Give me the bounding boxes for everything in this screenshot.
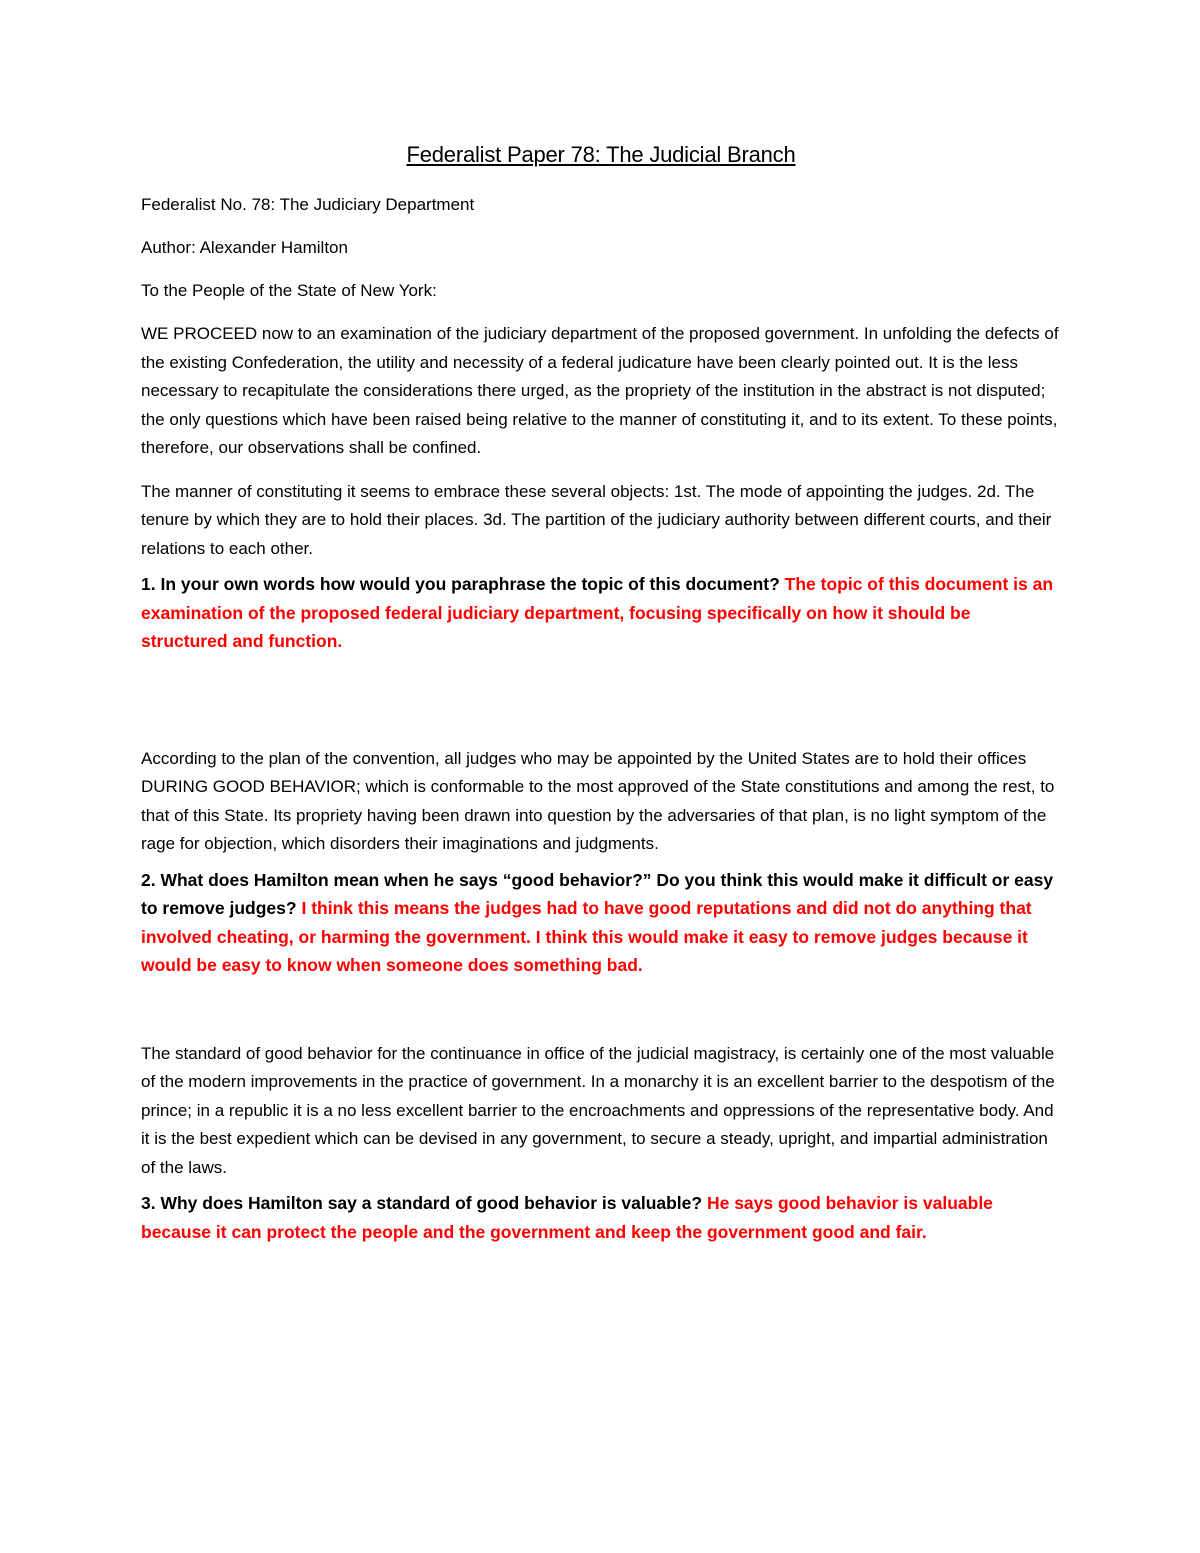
answer-2: I think this means the judges had to have good reputations and did not do anything that involved cheating, or harming the government. I think this would make it easy to remove judges because it would be easy to know when someone does something bad. — [141, 898, 1032, 975]
spacer — [141, 656, 1061, 745]
paragraph-2: The manner of constituting it seems to embrace these several objects: 1st. The mode of appointing the judges. 2d. The tenure by which they are to hold their places. 3d. The partition of the judiciary authority between different courts, and their relations to each other. — [141, 481, 1052, 558]
question-3-text: 3. Why does Hamilton say a standard of good behavior is valuable? — [141, 1193, 703, 1213]
document-author: Author: Alexander Hamilton — [141, 238, 348, 257]
document-body — [141, 140, 1061, 1246]
question-3 — [141, 1189, 1061, 1246]
answer-1: The topic of this document is an examination of the proposed federal judiciary department, focusing specifically on how it should be structured and function. — [141, 574, 1054, 651]
question-1-text: 1. In your own words how would you paraphrase the topic of this document? — [141, 574, 780, 594]
paragraph-3: According to the plan of the convention, all judges who may be appointed by the United States are to hold their offices DURING GOOD BEHAVIOR; which is conformable to the most approved of the State constitutions and among the rest, to that of this State. Its propriety having been drawn into question by the adversaries of that plan, is no light symptom of the rage for objection, which disorders their imaginations and judgments. — [141, 748, 1055, 853]
document-salutation: To the People of the State of New York: — [141, 281, 437, 300]
document-title: Federalist Paper 78: The Judicial Branch — [406, 142, 796, 167]
document-subtitle: Federalist No. 78: The Judiciary Department — [141, 195, 475, 214]
spacer — [141, 980, 1061, 1040]
question-2-text: 2. What does Hamilton mean when he says “good behavior?” Do you think this would make it difficult or easy to remove judges? — [141, 869, 1054, 918]
answer-3: He says good behavior is valuable because it can protect the people and the government and keep the government good and fair. — [141, 1193, 993, 1242]
paragraph-4: The standard of good behavior for the continuance in office of the judicial magistracy, is certainly one of the most valuable of the modern improvements in the practice of government. In a monarchy it is an excellent barrier to the despotism of the prince; in a republic it is a no less excellent barrier to the encroachments and oppressions of the representative body. And it is the best expedient which can be devised in any government, to secure a steady, upright, and impartial administration of the laws. — [141, 1043, 1055, 1177]
question-1 — [141, 570, 1061, 656]
paragraph-1: WE PROCEED now to an examination of the judiciary department of the proposed government. In unfolding the defects of the existing Confederation, the utility and necessity of a federal judicature have been clearly pointed out. It is the less necessary to recapitulate the considerations there urged, as the propriety of the institution in the abstract is not disputed; the only questions which have been raised being relative to the manner of constituting it, and to its extent. To these points, therefore, our observations shall be confined. — [141, 324, 1059, 457]
question-2 — [141, 866, 1061, 980]
